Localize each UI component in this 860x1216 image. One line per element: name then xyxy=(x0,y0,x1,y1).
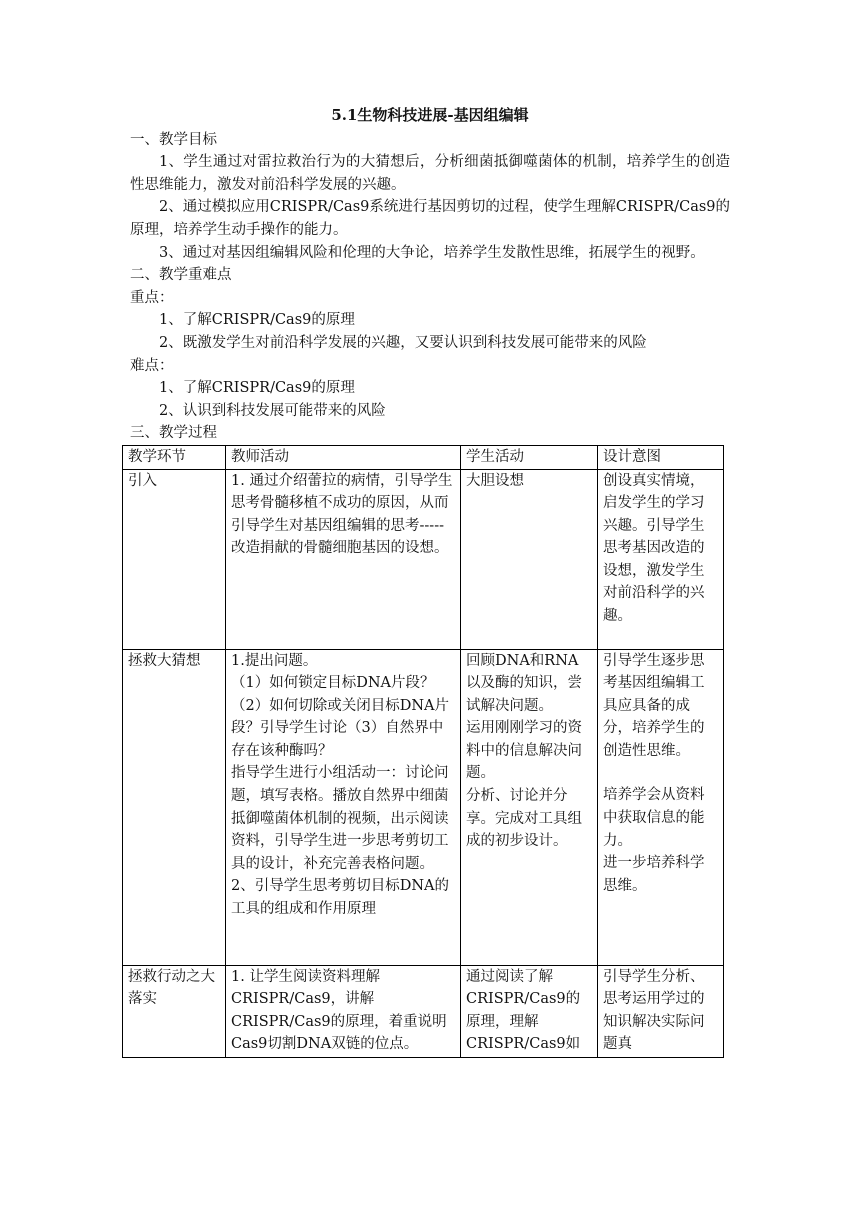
teacher-activity-text: 2、引导学生思考剪切目标DNA的工具的组成和作用原理 xyxy=(231,878,450,918)
difficulty-item: 1、了解CRISPR/Cas9的原理 xyxy=(159,380,355,397)
design-intent-text: 创设真实情境，启发学生的学习兴趣。引导学生思考基因改造的设想，激发学生对前沿科学的兴趣。 xyxy=(603,472,705,625)
column-header: 学生活动 xyxy=(461,445,598,469)
student-activity-cell xyxy=(461,469,598,649)
column-header: 教师活动 xyxy=(226,445,461,469)
objective-paragraph: 1、学生通过对雷拉救治行为的大猜想后，分析细菌抵御噬菌体的机制，培养学生的创造性思维能力，激发对前沿科学发展的兴趣。 xyxy=(130,154,730,193)
section-heading-objectives: 一、教学目标 xyxy=(130,131,217,148)
student-activity-cell xyxy=(461,965,598,1057)
stage-cell: 引入 xyxy=(123,469,226,649)
objective-paragraph: 3、通过对基因组编辑风险和伦理的大争论，培养学生发散性思维，拓展学生的视野。 xyxy=(159,244,705,261)
document-title: 5.1生物科技进展-基因组编辑 xyxy=(331,106,529,124)
teacher-activity-cell xyxy=(226,649,461,965)
table-row xyxy=(123,965,724,1057)
table-row xyxy=(123,469,724,649)
teacher-activity-cell xyxy=(226,965,461,1057)
stage-cell: 拯救大猜想 xyxy=(123,649,226,965)
table-header-row xyxy=(123,445,724,469)
design-intent-text: 进一步培养科学思维。 xyxy=(603,855,705,894)
student-activity-cell xyxy=(461,649,598,965)
stage-cell: 拯救行动之大落实 xyxy=(123,965,226,1057)
student-activity-text: 通过阅读了解CRISPR/Cas9的原理，理解CRISPR/Cas9如 xyxy=(466,968,581,1053)
design-intent-cell xyxy=(598,965,724,1057)
column-header: 教学环节 xyxy=(123,445,226,469)
teacher-activity-cell xyxy=(226,469,461,649)
key-point-item: 1、了解CRISPR/Cas9的原理 xyxy=(159,312,355,329)
student-activity-text: 大胆设想 xyxy=(466,472,524,489)
document-page xyxy=(130,104,730,1058)
student-activity-text: 分析、讨论并分享。完成对工具组成的初步设计。 xyxy=(466,788,582,850)
table-row xyxy=(123,649,724,965)
section-heading-process: 三、教学过程 xyxy=(130,425,217,442)
key-point-item: 2、既激发学生对前沿科学发展的兴趣，又要认识到科技发展可能带来的风险 xyxy=(159,334,647,351)
difficulty-item: 2、认识到科技发展可能带来的风险 xyxy=(159,402,386,419)
design-intent-text: 引导学生分析、思考运用学过的知识解决实际问题真 xyxy=(603,968,705,1053)
column-header: 设计意图 xyxy=(598,445,724,469)
teacher-activity-text: 1. 通过介绍蕾拉的病情，引导学生思考骨髓移植不成功的原因，从而引导学生对基因组编辑的思考-----改造捐献的骨髓细胞基因的设想。 xyxy=(231,472,453,557)
student-activity-text: 回顾DNA和RNA以及酶的知识，尝试解决问题。 xyxy=(466,652,582,714)
teacher-activity-text: （1）如何锁定目标DNA片段？（2）如何切除或关闭目标DNA片段？引导学生讨论（3）自然界中存在该种酶吗？ xyxy=(231,675,450,759)
design-intent-text: 培养学会从资料中获取信息的能力。 xyxy=(603,787,705,849)
student-activity-text: 运用刚刚学习的资料中的信息解决问题。 xyxy=(466,720,582,782)
teacher-activity-text: 指导学生进行小组活动一：讨论问题，填写表格。播放自然界中细菌抵御噬菌体机制的视频，出示阅读资料，引导学生进一步思考剪切工具的设计，补充完善表格问题。 xyxy=(231,765,449,872)
design-intent-text: 引导学生逐步思考基因组编辑工具应具备的成分，培养学生的创造性思维。 xyxy=(603,652,705,759)
teaching-process-table xyxy=(122,445,724,1058)
teacher-activity-text: 1.提出问题。 xyxy=(231,652,318,669)
section-heading-key-points: 二、教学重难点 xyxy=(130,267,232,284)
design-intent-cell xyxy=(598,649,724,965)
key-points-label: 重点： xyxy=(130,289,174,306)
teacher-activity-text: 1. 让学生阅读资料理解CRISPR/Cas9，讲解CRISPR/Cas9的原理，着重说明Cas9切割DNA双链的位点。 xyxy=(231,968,447,1053)
design-intent-cell xyxy=(598,469,724,649)
difficulty-label: 难点： xyxy=(130,357,174,374)
objective-paragraph: 2、通过模拟应用CRISPR/Cas9系统进行基因剪切的过程，使学生理解CRISPR/Cas9的原理，培养学生动手操作的能力。 xyxy=(130,199,730,238)
